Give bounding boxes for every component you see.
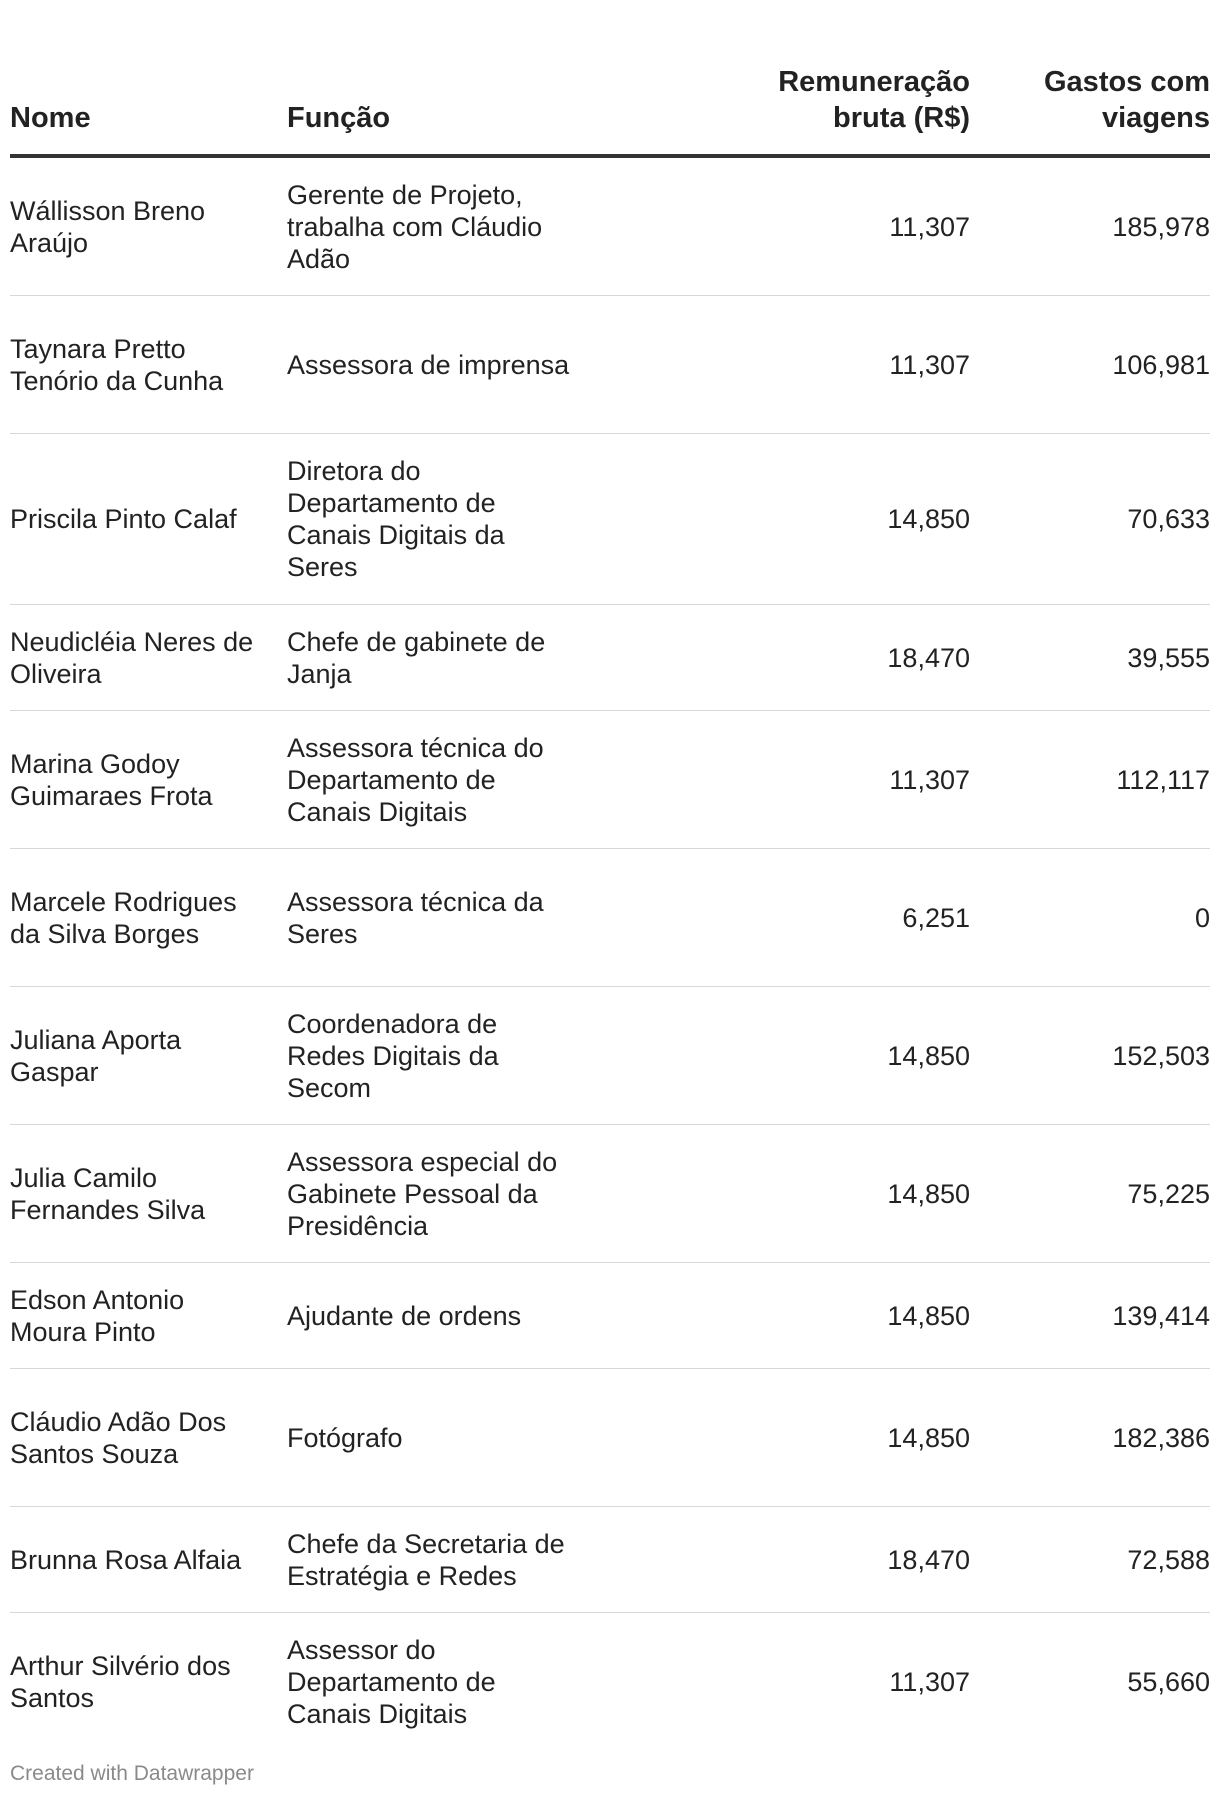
cell-nome: Juliana Aporta Gaspar bbox=[10, 1024, 182, 1087]
cell-gastos: 112,117 bbox=[970, 711, 1210, 849]
cell-remuneracao: 14,850 bbox=[590, 1125, 970, 1263]
table-row bbox=[10, 1125, 1210, 1263]
cell-nome: Marina Godoy Guimaraes Frota bbox=[10, 748, 213, 811]
column-header-remuneracao-label: Remuneração bruta (R$) bbox=[778, 66, 970, 134]
cell-remuneracao: 14,850 bbox=[590, 987, 970, 1125]
cell-remuneracao: 11,307 bbox=[590, 711, 970, 849]
cell-funcao: Gerente de Projeto, trabalha com Cláudio Adão bbox=[287, 179, 543, 274]
cell-funcao: Assessora especial do Gabinete Pessoal da Presidência bbox=[287, 1146, 558, 1241]
cell-nome: Cláudio Adão Dos Santos Souza bbox=[10, 1406, 227, 1469]
table-row bbox=[10, 711, 1210, 849]
cell-remuneracao: 11,307 bbox=[590, 156, 970, 296]
cell-nome: Brunna Rosa Alfaia bbox=[10, 1544, 242, 1575]
table-row bbox=[10, 1263, 1210, 1369]
table-row bbox=[10, 434, 1210, 605]
cell-nome: Taynara Pretto Tenório da Cunha bbox=[10, 333, 224, 396]
cell-funcao: Assessora de imprensa bbox=[287, 349, 570, 380]
cell-remuneracao: 6,251 bbox=[590, 849, 970, 987]
cell-gastos: 72,588 bbox=[970, 1507, 1210, 1613]
cell-funcao: Chefe de gabinete de Janja bbox=[287, 626, 546, 689]
table-header-row bbox=[10, 0, 1210, 156]
cell-funcao: Chefe da Secretaria de Estratégia e Redes bbox=[287, 1528, 565, 1591]
cell-nome: Priscila Pinto Calaf bbox=[10, 504, 237, 534]
cell-funcao: Diretora do Departamento de Canais Digitais da Seres bbox=[287, 456, 505, 582]
table-row bbox=[10, 1369, 1210, 1507]
data-table bbox=[10, 0, 1210, 1750]
column-header-nome[interactable]: Nome bbox=[10, 0, 287, 156]
cell-nome: Neudicléia Neres de Oliveira bbox=[10, 626, 254, 689]
table-row bbox=[10, 1613, 1210, 1751]
table-container bbox=[10, 0, 1210, 1750]
cell-funcao: Ajudante de ordens bbox=[287, 1300, 522, 1331]
cell-gastos: 185,978 bbox=[970, 156, 1210, 296]
cell-remuneracao: 14,850 bbox=[590, 1369, 970, 1507]
cell-gastos: 70,633 bbox=[970, 434, 1210, 605]
table-row bbox=[10, 156, 1210, 296]
cell-remuneracao: 18,470 bbox=[590, 605, 970, 711]
cell-funcao: Coordenadora de Redes Digitais da Secom bbox=[287, 1008, 499, 1103]
column-header-gastos-label: Gastos com viagens bbox=[1044, 66, 1210, 134]
cell-gastos: 152,503 bbox=[970, 987, 1210, 1125]
cell-funcao: Assessora técnica do Departamento de Canais Digitais bbox=[287, 732, 544, 827]
column-header-funcao[interactable]: Função bbox=[287, 0, 590, 156]
cell-gastos: 75,225 bbox=[970, 1125, 1210, 1263]
cell-remuneracao: 14,850 bbox=[590, 1263, 970, 1369]
cell-gastos: 55,660 bbox=[1127, 1666, 1210, 1697]
cell-gastos: 106,981 bbox=[970, 296, 1210, 434]
cell-nome: Edson Antonio Moura Pinto bbox=[10, 1284, 185, 1347]
cell-nome: Julia Camilo Fernandes Silva bbox=[10, 1162, 206, 1225]
column-header-remuneracao[interactable] bbox=[590, 0, 970, 156]
cell-funcao: Assessora técnica da Seres bbox=[287, 886, 544, 949]
column-header-gastos[interactable] bbox=[970, 0, 1210, 156]
cell-remuneracao: 18,470 bbox=[590, 1507, 970, 1613]
cell-nome: Marcele Rodrigues da Silva Borges bbox=[10, 886, 237, 949]
cell-remuneracao: 14,850 bbox=[590, 434, 970, 605]
cell-nome: Wállisson Breno Araújo bbox=[10, 195, 206, 258]
cell-funcao: Fotógrafo bbox=[287, 1422, 403, 1453]
table-row bbox=[10, 296, 1210, 434]
cell-gastos: 39,555 bbox=[970, 605, 1210, 711]
cell-gastos: 182,386 bbox=[970, 1369, 1210, 1507]
cell-gastos: 139,414 bbox=[970, 1263, 1210, 1369]
table-row bbox=[10, 849, 1210, 987]
cell-remuneracao: 11,307 bbox=[590, 296, 970, 434]
cell-funcao: Assessor do Departamento de Canais Digitais bbox=[287, 1634, 496, 1729]
table-row bbox=[10, 987, 1210, 1125]
table-row bbox=[10, 605, 1210, 711]
cell-remuneracao: 11,307 bbox=[889, 1666, 970, 1697]
cell-nome: Arthur Silvério dos Santos bbox=[10, 1650, 231, 1713]
cell-gastos: 0 bbox=[970, 849, 1210, 987]
table-row bbox=[10, 1507, 1210, 1613]
datawrapper-credit[interactable]: Created with Datawrapper bbox=[10, 1762, 254, 1785]
